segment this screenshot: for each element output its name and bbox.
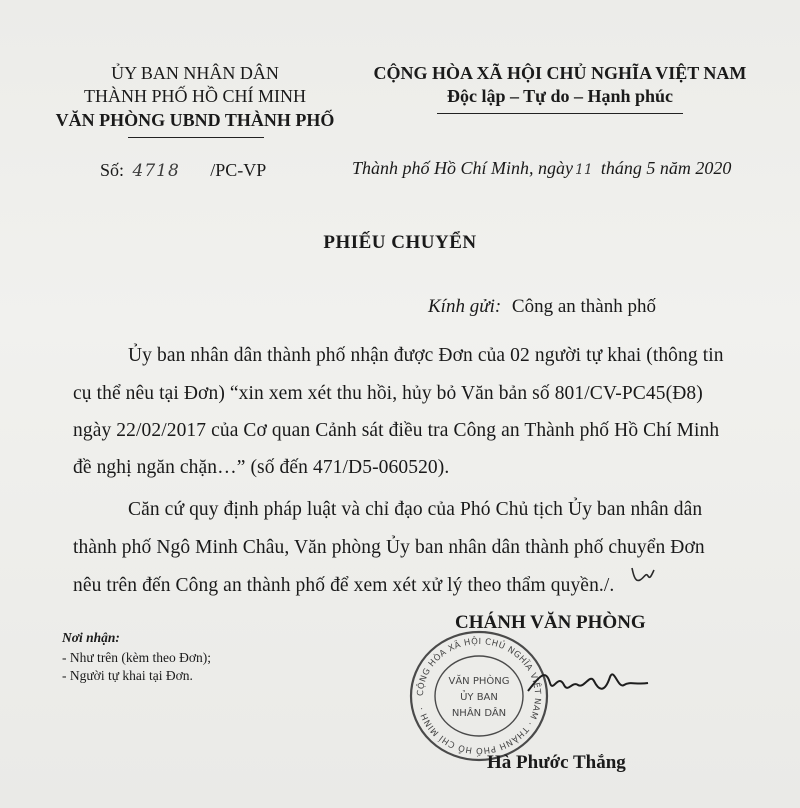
signature-position: CHÁNH VĂN PHÒNG bbox=[455, 612, 646, 633]
paragraph1-line1: Ủy ban nhân dân thành phố nhận được Đơn của 02 người tự khai (thông tin bbox=[128, 345, 724, 366]
initials-mark bbox=[628, 562, 658, 588]
date-day-handwritten: 11 bbox=[575, 162, 593, 178]
agency-underline bbox=[128, 137, 264, 138]
doc-number-suffix: /PC-VP bbox=[210, 160, 267, 180]
paragraph2-line3: nêu trên đến Công an thành phố để xem xét xử lý theo thẩm quyền./. bbox=[73, 575, 615, 596]
signer-name: Hà Phước Thắng bbox=[487, 752, 626, 773]
agency-name-line1: ỦY BAN NHÂN DÂN bbox=[111, 63, 279, 83]
handwritten-signature bbox=[520, 655, 660, 705]
paragraph1-line2: cụ thể nêu tại Đơn) “xin xem xét thu hồi, hủy bỏ Văn bản số 801/CV-PC45(Đ8) bbox=[73, 383, 703, 404]
recipient-item-1: - Như trên (kèm theo Đơn); bbox=[62, 650, 212, 665]
nation-title: CỘNG HÒA XÃ HỘI CHỦ NGHĨA VIỆT NAM bbox=[373, 63, 747, 83]
doc-number-handwritten: 4718 bbox=[132, 161, 180, 181]
stamp-center-line2: ỦY BAN bbox=[460, 692, 498, 703]
paragraph2-line1: Căn cứ quy định pháp luật và chỉ đạo của Phó Chủ tịch Ủy ban nhân dân bbox=[128, 499, 703, 520]
motto-underline bbox=[437, 113, 683, 114]
recipient-item-2: - Người tự khai tại Đơn. bbox=[62, 668, 193, 683]
addressee-label: Kính gửi: bbox=[428, 296, 502, 317]
addressee-value: Công an thành phố bbox=[511, 296, 656, 317]
doc-number bbox=[100, 160, 266, 181]
paragraph1-line3: ngày 22/02/2017 của Cơ quan Cảnh sát điều tra Công an Thành phố Hồ Chí Minh bbox=[73, 420, 720, 441]
agency-name-line2: THÀNH PHỐ HỒ CHÍ MINH bbox=[84, 86, 306, 106]
paragraph1-line4: đề nghị ngăn chặn…” (số đến 471/D5-060520). bbox=[73, 457, 450, 478]
nation-motto: Độc lập – Tự do – Hạnh phúc bbox=[446, 86, 674, 106]
doc-number-prefix: Số: bbox=[100, 160, 125, 180]
date-part1: Thành phố Hồ Chí Minh, ngày bbox=[352, 158, 574, 178]
date-line bbox=[352, 158, 731, 179]
stamp-center-line3: NHÂN DÂN bbox=[451, 708, 507, 719]
stamp-center-line1: VĂN PHÒNG bbox=[448, 676, 510, 687]
document-title: PHIẾU CHUYỂN bbox=[323, 232, 477, 253]
date-part2: tháng 5 năm 2020 bbox=[600, 158, 732, 178]
addressee bbox=[428, 296, 656, 318]
paragraph2-line2: thành phố Ngô Minh Châu, Văn phòng Ủy ban nhân dân thành phố chuyển Đơn bbox=[73, 537, 705, 558]
recipients-title: Nơi nhận: bbox=[62, 630, 120, 645]
stamp-ring-text: CỘNG HÒA XÃ HỘI CHỦ NGHĨA VIỆT NAM · THÀNH PHỐ HỒ CHÍ MINH · bbox=[415, 636, 543, 756]
agency-name-line3: VĂN PHÒNG UBND THÀNH PHỐ bbox=[55, 110, 335, 130]
